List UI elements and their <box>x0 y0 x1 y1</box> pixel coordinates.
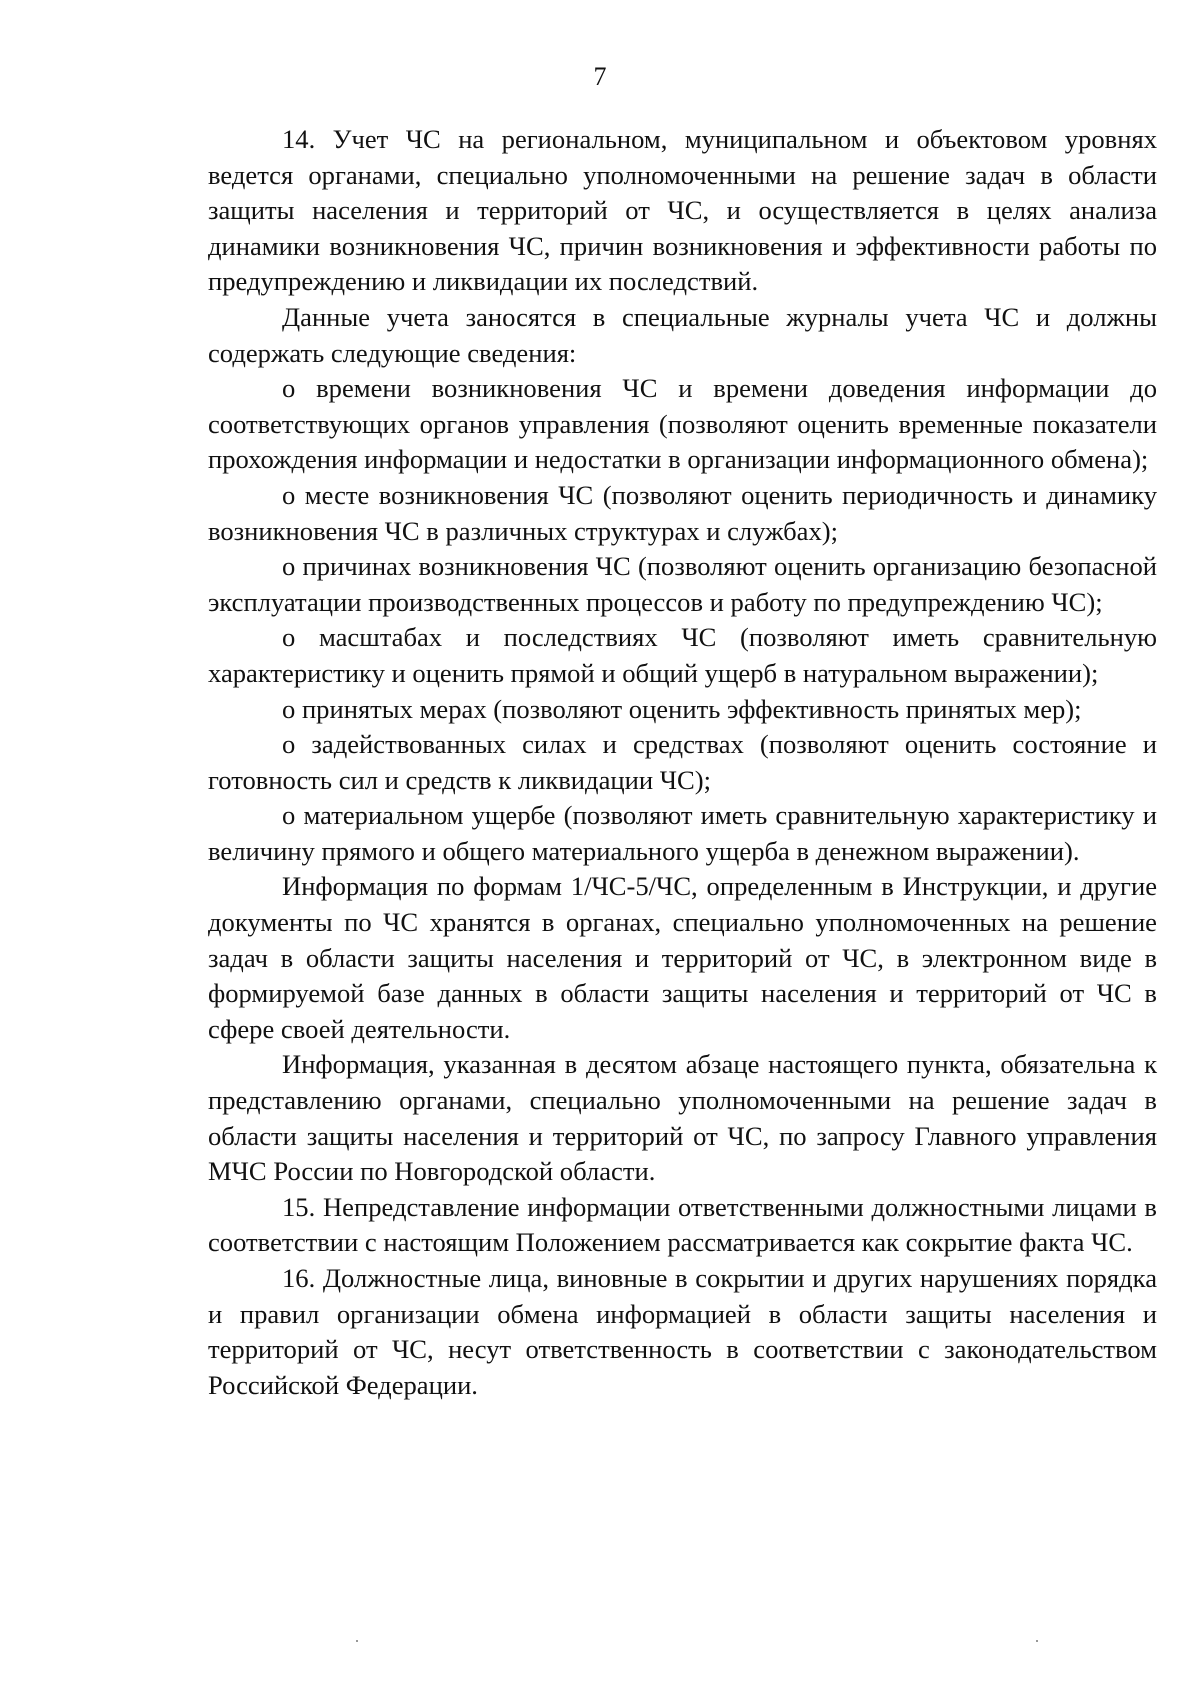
paragraph-14-accounting: 14. Учет ЧС на региональном, муниципальном и объектовом уровнях ведется органами, специально уполномоченными на решение задач в области защиты населения и территорий от ЧС, и осуществляется в целях анализа динамики возникновения ЧС, причин возникновения и эффективности работы по предупреждению и ликвидации их последствий. <box>208 124 1157 297</box>
paragraph-16-responsibility: 16. Должностные лица, виновные в сокрытии и других нарушениях порядка и правил организации обмена информацией в области защиты населения и территорий от ЧС, несут ответственность в соответствии с законодательством Российской Федерации. <box>208 1263 1157 1400</box>
scan-speck <box>1036 1640 1038 1642</box>
page-number: 7 <box>593 62 607 91</box>
paragraph-15-nondisclosure: 15. Непредставление информации ответственными должностными лицами в соответствии с настоящим Положением рассматривается как сокрытие факта ЧС. <box>208 1191 1157 1258</box>
list-item-causes: о причинах возникновения ЧС (позволяют оценить организацию безопасной эксплуатации производственных процессов и работу по предупреждению ЧС); <box>208 551 1157 617</box>
list-item-place: о месте возникновения ЧС (позволяют оценить периодичность и динамику возникновения ЧС в различных структурах и службах); <box>208 479 1157 546</box>
list-item-scale: о масштабах и последствиях ЧС (позволяют иметь сравнительную характеристику и оценить прямой и общий ущерб в натуральном выражении); <box>208 622 1157 688</box>
list-item-damage: о материальном ущербе (позволяют иметь сравнительную характеристику и величину прямого и общего материального ущерба в денежном выражении). <box>208 800 1157 866</box>
paragraph-forms-storage: Информация по формам 1/ЧС-5/ЧС, определенным в Инструкции, и другие документы по ЧС хранятся в органах, специально уполномоченных на решение задач в области защиты населения и территорий от ЧС, в электронном виде в формируемой базе данных в области защиты населения и территорий от ЧС в сфере своей деятельности. <box>208 871 1157 1044</box>
paragraph-journal-data: Данные учета заносятся в специальные журналы учета ЧС и должны содержать следующие сведения: <box>208 301 1157 368</box>
list-item-time: о времени возникновения ЧС и времени доведения информации до соответствующих органов управления (позволяют оценить временные показатели прохождения информации и недостатки в организации информационного обмена); <box>208 373 1157 475</box>
paragraph-mandatory-info: Информация, указанная в десятом абзаце настоящего пункта, обязательна к представлению органами, специально уполномоченными на решение задач в области защиты населения и территорий от ЧС, по запросу Главного управления МЧС России по Новгородской области. <box>208 1049 1157 1187</box>
document-body <box>208 122 1157 1403</box>
list-item-forces: о задействованных силах и средствах (позволяют оценить состояние и готовность сил и средств к ликвидации ЧС); <box>208 729 1157 795</box>
list-item-measures: о принятых мерах (позволяют оценить эффективность принятых мер); <box>282 693 1082 724</box>
scan-speck <box>356 1640 358 1642</box>
